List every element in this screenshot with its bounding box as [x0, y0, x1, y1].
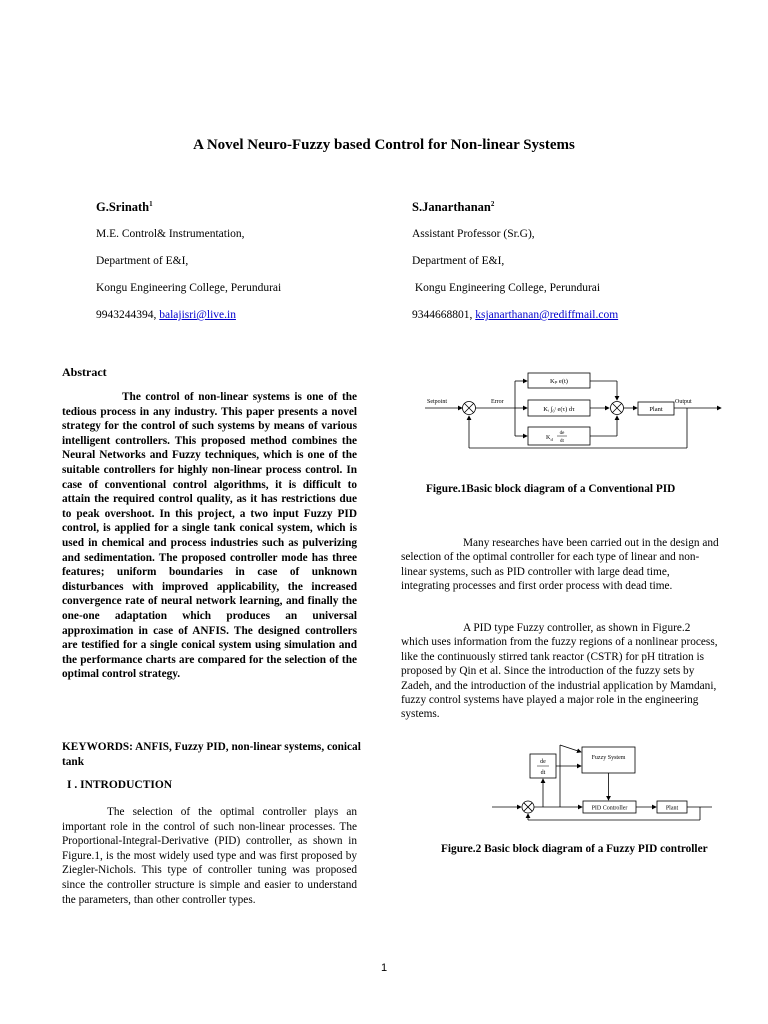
fig1-kd-num: de [559, 431, 565, 436]
author-affiliation-line: Department of E&I, [96, 255, 189, 267]
fig1-output-label: Output [675, 399, 692, 405]
fig2-de-label: de [540, 759, 546, 765]
section-heading-introduction: I . INTRODUCTION [67, 779, 173, 791]
author-name: S.Janarthanan$^2$ [412, 200, 495, 215]
author-contact [412, 308, 618, 322]
paragraph: Many researches have been carried out in the design and selection of the optimal controller for each type of linear and non-linear systems, such as PID controller with large dead time, integrating processes and first order process with dead time. [401, 537, 719, 593]
author-affiliation-line: Department of E&I, [412, 255, 505, 267]
fig1-kd-k: K [546, 435, 551, 441]
author-name: G.Srinath$^1$ [96, 200, 153, 215]
fig1-kd-den: dt [560, 439, 564, 444]
author-email-link[interactable]: balajisri@live.in [159, 309, 236, 321]
fig1-kd-sub: d [550, 437, 553, 442]
figure1-diagram [425, 370, 725, 450]
fig2-dt-label: dt [540, 770, 546, 776]
abstract-text: The control of non-linear systems is one of the tedious process in any industry. This paper presents a novel strategy for the control of such systems by means of various intelligent controllers. This proposed method combines the Neural Networks and Fuzzy techniques, which is one of the suitable controllers for highly non-linear process control. In case of conventional control algorithms, it is difficult to attain the required control quality, as it has restrictions due to peak overshoot. In this project, a two input Fuzzy PID control, is applied for a single tank conical system, which is used in chemical and process industries such as pulverizing and sedimentation. The proposed controller mode has three features; uniform boundaries in case of unknown disturbances with improved applicability, the increased convergence rate of neural network learning, and finally the one-one adaptation which produces an universal approximation in case of ANFIS. The designed controllers are testified for a single conical system using simulation and the performance charts are compared for the selection of the optimal control strategy. [62, 391, 357, 681]
fig1-error-label: Error [491, 399, 504, 405]
fig1-ki-label: Kᵢ ∫₀ᵗ e(τ) dτ [543, 406, 575, 413]
author-affiliation-line: M.E. Control& Instrumentation, [96, 228, 245, 240]
author-block-2 [412, 200, 494, 215]
fig1-kp-label: Kₚ e(t) [550, 378, 568, 385]
introduction-text: The selection of the optimal controller plays an important role in the control of such non-linear processes. The Proportional-Integral-Derivative (PID) controller, as shown in Figure.1, is the most widely used type and was first proposed by Ziegler-Nichols. This type of controller tuning was proposed since the controller structure is simple and easier to understand the parameters, than other controller types. [62, 806, 357, 906]
author-affiliation-line: Kongu Engineering College, Perundurai [412, 282, 601, 294]
keywords: KEYWORDS: ANFIS, Fuzzy PID, non-linear systems, conical tank [62, 741, 361, 768]
fig1-setpoint-label: Setpoint [427, 399, 448, 405]
figure2-diagram [490, 742, 715, 822]
fig2-plant-label: Plant [665, 805, 679, 812]
figure2-caption: Figure.2 Basic block diagram of a Fuzzy PID controller [441, 843, 708, 855]
page-number: 1 [380, 962, 388, 974]
author-phone: 9943244394, [96, 309, 160, 321]
fig2-fuzzy-label: Fuzzy System [591, 755, 626, 761]
fig2-pid-label: PID Controller [591, 805, 628, 812]
author-contact [96, 308, 236, 322]
abstract-heading: Abstract [62, 365, 107, 379]
paper-title: A Novel Neuro-Fuzzy based Control for Non-linear Systems [193, 137, 575, 153]
author-phone: 9344668801, [412, 309, 476, 321]
author-email-link[interactable]: ksjanarthanan@rediffmail.com [475, 309, 619, 321]
figure1-caption: Figure.1Basic block diagram of a Conventional PID [426, 483, 676, 495]
author-affiliation-line: Assistant Professor (Sr.G), [412, 228, 535, 240]
author-affiliation-line: Kongu Engineering College, Perundurai [96, 282, 282, 294]
paragraph: A PID type Fuzzy controller, as shown in Figure.2 which uses information from the fuzzy regions of a nonlinear process, like the continuously stirred tank reactor (CSTR) for pH titration is proposed by Qin et al. Since the introduction of the fuzzy sets by Zadeh, and the introduction of the industrial application by Mamdani, fuzzy control systems have played a major role in the engineering systems. [401, 622, 718, 721]
fig1-plant-label: Plant [649, 406, 663, 413]
author-block-1 [96, 200, 153, 215]
